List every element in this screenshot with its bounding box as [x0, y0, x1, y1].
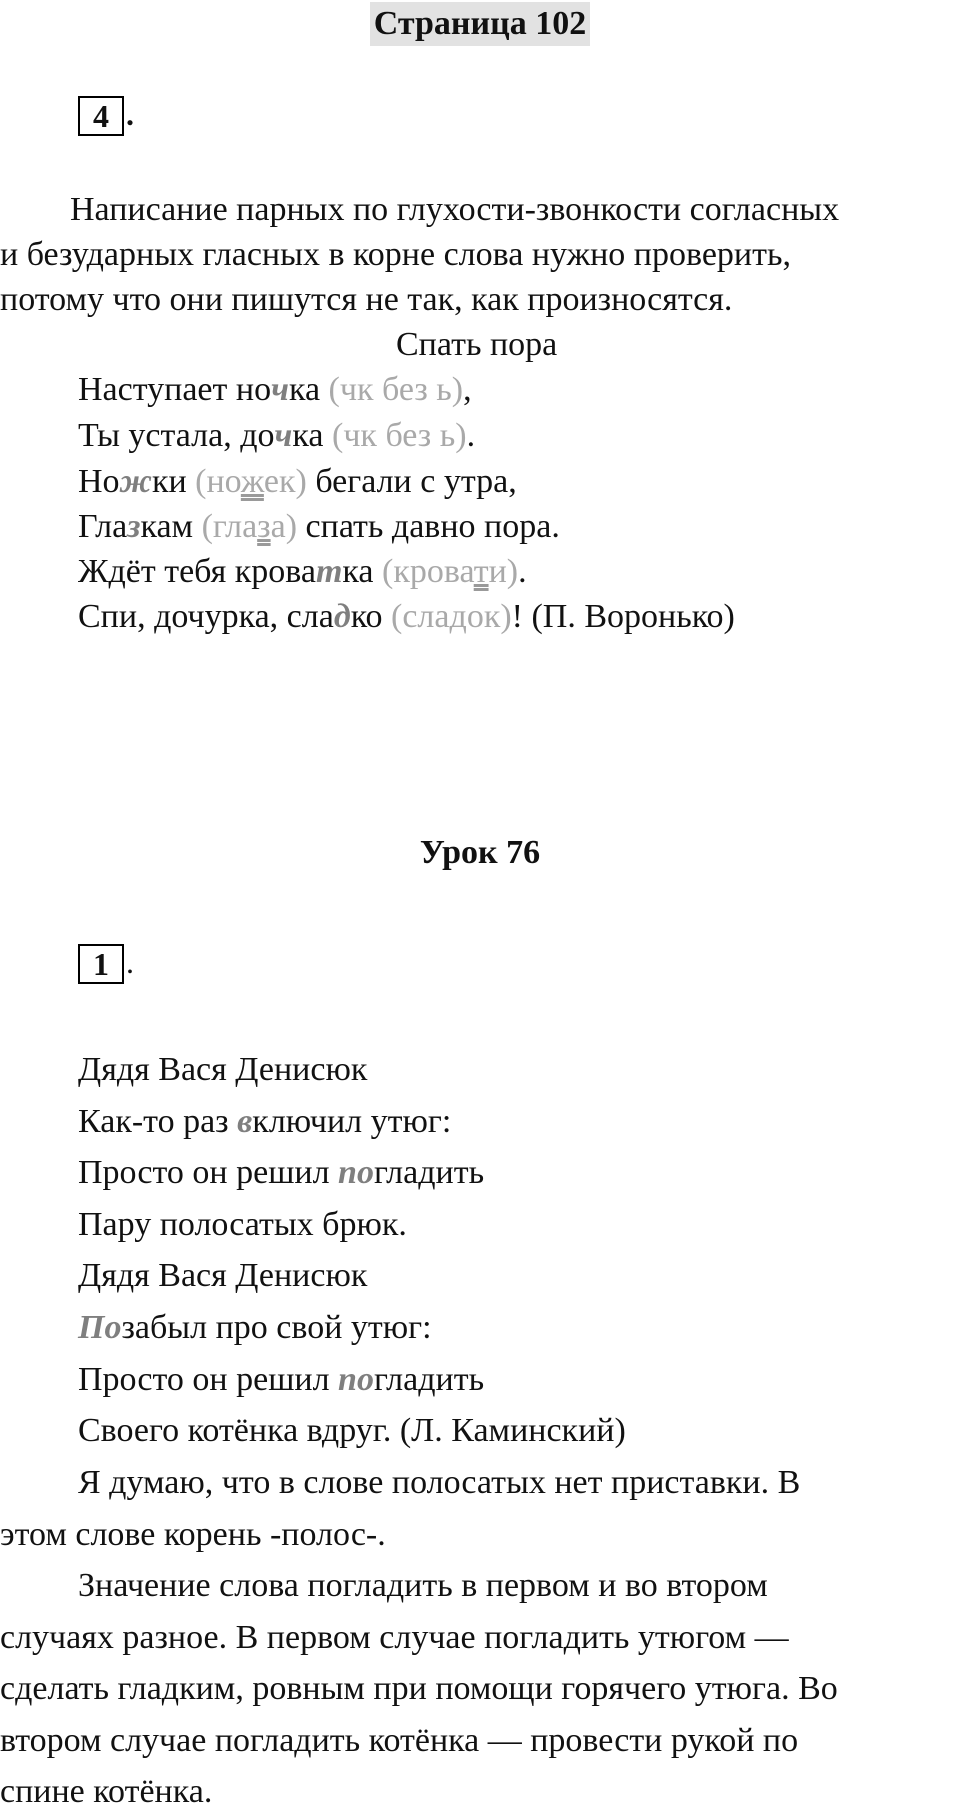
poem-text: Гла — [78, 508, 128, 545]
highlighted-letter: д — [333, 598, 351, 635]
underlined-letter: з — [257, 508, 271, 545]
poem-text: ко — [350, 598, 392, 635]
poem-text: ка — [342, 553, 383, 590]
poem-text: ка — [292, 417, 332, 454]
check-word-text: и) — [488, 553, 519, 590]
page-title: Страница 102 — [370, 2, 590, 46]
check-word-note — [202, 508, 297, 545]
task-4-paragraph-line: Написание парных по глухости-звонкости согласных — [70, 191, 840, 228]
poem-line: Своего котёнка вдруг. (Л. Каминский) — [78, 1412, 626, 1449]
task-4-number — [78, 96, 124, 136]
prefix-highlight: по — [338, 1361, 374, 1398]
task-4-paragraph-line: потому что они пишутся не так, как произносятся. — [0, 281, 733, 318]
task-4-number-dot: . — [126, 96, 134, 132]
check-word-text: а) — [270, 508, 298, 545]
poem-line — [78, 507, 560, 547]
poem-text: . — [466, 417, 476, 454]
poem-text: Просто он решил — [78, 1154, 339, 1191]
poem-text: Но — [78, 463, 120, 500]
poem-line: Дядя Вася Денисюк — [78, 1257, 368, 1294]
poem-line: Пару полосатых брюк. — [78, 1206, 407, 1243]
check-word-text: (сла — [391, 598, 450, 635]
check-word-note — [382, 553, 518, 590]
prefix-highlight: в — [237, 1103, 253, 1140]
lesson-title: Урок 76 — [419, 834, 541, 871]
poem-text: кам — [140, 508, 202, 545]
highlighted-letter: з — [127, 508, 141, 545]
check-word-text: (но — [195, 463, 241, 500]
poem-text: гладить — [373, 1154, 485, 1191]
task-4-number-text: 4 — [93, 98, 109, 134]
poem-line — [78, 597, 735, 637]
answer-paragraph-line: случаях разное. В первом случае погладить утюгом — — [0, 1619, 789, 1656]
poem-line — [78, 1360, 484, 1400]
answer-paragraph-line: Значение слова погладить в первом и во втором — [78, 1567, 768, 1604]
answer-paragraph-line: Я думаю, что в слове полосатых нет приставки. В — [78, 1464, 801, 1501]
underlined-letter: ж — [240, 463, 264, 500]
poem-text: бегали с утра, — [306, 463, 517, 500]
prefix-highlight: по — [338, 1154, 374, 1191]
task-1-number — [78, 944, 124, 984]
check-word-note — [195, 463, 307, 500]
poem-text: Просто он решил — [78, 1361, 339, 1398]
prefix-highlight: По — [78, 1309, 122, 1346]
poem-text: забыл про свой утюг: — [121, 1309, 432, 1346]
check-word-text: (гла — [201, 508, 258, 545]
answer-paragraph-line: спине котёнка. — [0, 1773, 213, 1810]
poem-text: , — [463, 371, 472, 408]
poem-line — [78, 1102, 451, 1142]
answer-paragraph-line: сделать гладким, ровным при помощи горячего утюга. Во — [0, 1670, 838, 1707]
highlighted-letter: т — [315, 553, 343, 590]
task-4-paragraph-line: и безударных гласных в корне слова нужно проверить, — [0, 236, 791, 273]
check-word-text: ек) — [263, 463, 307, 500]
spelling-note: (чк без ь) — [332, 417, 467, 454]
poem-title: Спать пора — [396, 326, 558, 363]
highlighted-letter: ч — [271, 371, 289, 408]
poem-text: Как-то раз — [78, 1103, 238, 1140]
answer-paragraph-line: втором случае погладить котёнка — провести рукой по — [0, 1722, 799, 1759]
underlined-letter: д — [449, 598, 467, 635]
highlighted-letter: ч — [274, 417, 293, 454]
answer-paragraph-line: этом слове корень -полос-. — [0, 1516, 386, 1553]
poem-text: ки — [151, 463, 196, 500]
spelling-note: (чк без ь) — [328, 371, 464, 408]
poem-text: гладить — [373, 1361, 485, 1398]
underlined-letter: т — [473, 553, 489, 590]
poem-line — [78, 370, 472, 410]
task-1-number-dot: . — [126, 944, 134, 980]
check-word-text: (крова — [382, 553, 474, 590]
check-word-text: ок) — [466, 598, 512, 635]
poem-line — [78, 462, 517, 502]
poem-line: Дядя Вася Денисюк — [78, 1051, 368, 1088]
check-word-note — [391, 598, 512, 635]
poem-line — [78, 1153, 484, 1193]
poem-text: ! (П. Воронько) — [511, 598, 735, 635]
poem-text: Наступает но — [78, 371, 272, 408]
poem-line — [78, 552, 527, 592]
poem-text: Спи, дочурка, сла — [78, 598, 334, 635]
poem-line — [78, 416, 475, 456]
poem-text: Ты устала, до — [78, 417, 275, 454]
poem-text: . — [518, 553, 527, 590]
poem-text: Ждёт тебя крова — [78, 553, 316, 590]
poem-text: ка — [288, 371, 329, 408]
poem-text: спать давно пора. — [297, 508, 560, 545]
poem-text: ключил утюг: — [252, 1103, 452, 1140]
page-header — [0, 2, 960, 46]
highlighted-letter: ж — [119, 463, 152, 500]
task-1-number-text: 1 — [93, 946, 109, 982]
poem-line — [78, 1308, 432, 1348]
